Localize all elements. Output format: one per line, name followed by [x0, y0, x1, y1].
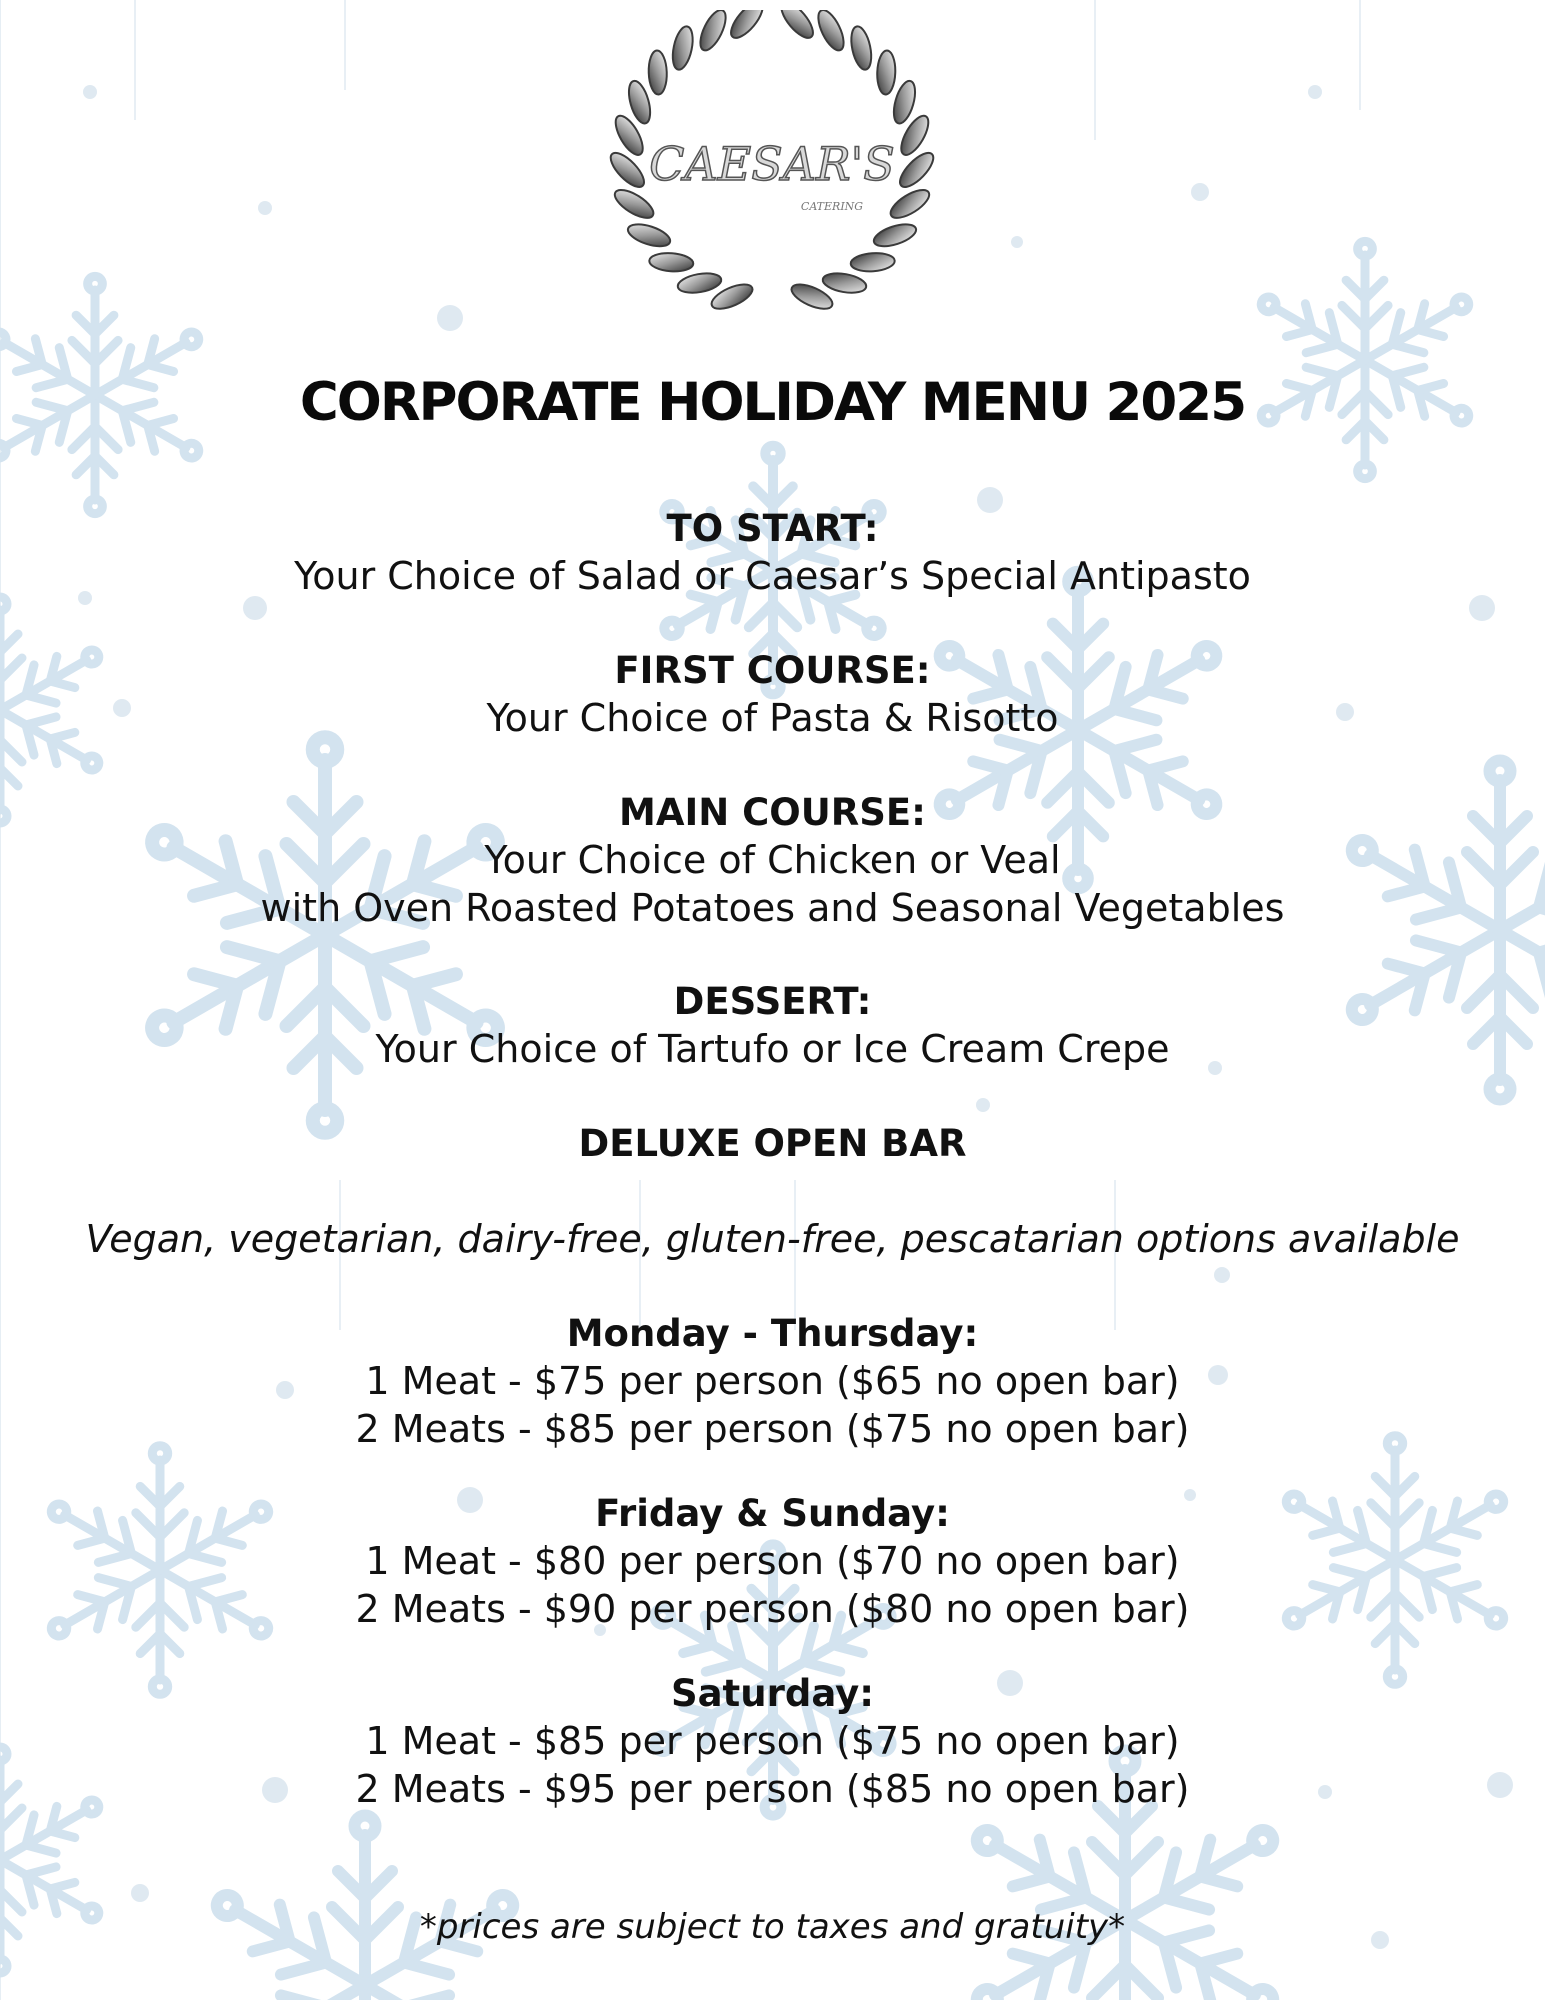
- laurel-leaf: [676, 270, 722, 295]
- logo-brand: CAESAR'S: [649, 137, 895, 191]
- course-line: Your Choice of Chicken or Veal: [484, 838, 1061, 882]
- laurel-wreath-logo: [577, 10, 967, 330]
- laurel-leaf: [876, 50, 896, 95]
- logo-tagline: CATERING: [800, 200, 864, 213]
- course-main: [0, 789, 1545, 932]
- dietary-note: [0, 1215, 1545, 1263]
- menu-title: CORPORATE HOLIDAY MENU 2025: [299, 372, 1246, 433]
- laurel-leaf: [625, 220, 672, 251]
- footnote-text: *prices are subject to taxes and gratuity*: [419, 1907, 1126, 1947]
- pricing-days: Monday - Thursday:: [566, 1312, 979, 1355]
- course-dessert: [0, 978, 1545, 1073]
- pricing-days: Saturday:: [670, 1672, 875, 1715]
- course-first: [0, 647, 1545, 742]
- laurel-leaf: [648, 50, 668, 95]
- course-line: with Oven Roasted Potatoes and Seasonal Vegetables: [260, 886, 1285, 930]
- pricing-line: 2 Meats - $95 per person ($85 no open bar): [355, 1767, 1190, 1811]
- pricing-saturday: [0, 1670, 1545, 1813]
- pricing-mon-thu: [0, 1310, 1545, 1453]
- laurel-leaf: [813, 10, 848, 54]
- course-to-start: [0, 505, 1545, 600]
- pricing-fri-sun: [0, 1490, 1545, 1633]
- laurel-leaf: [649, 252, 694, 273]
- pricing-days: Friday & Sunday:: [595, 1492, 950, 1535]
- course-heading: TO START:: [666, 507, 879, 550]
- laurel-leaf: [669, 25, 696, 72]
- laurel-leaf: [850, 252, 895, 273]
- laurel-leaf: [606, 148, 650, 192]
- laurel-leaf: [848, 25, 875, 72]
- pricing-line: 2 Meats - $85 per person ($75 no open bar): [355, 1407, 1190, 1451]
- laurel-leaf: [895, 148, 939, 192]
- course-heading: MAIN COURSE:: [619, 791, 926, 834]
- laurel-leaf: [871, 220, 918, 251]
- laurel-leaf: [695, 10, 730, 54]
- pricing-line: 2 Meats - $90 per person ($80 no open bar): [355, 1587, 1190, 1631]
- course-line: Your Choice of Pasta & Risotto: [486, 696, 1059, 740]
- pricing-line: 1 Meat - $80 per person ($70 no open bar): [365, 1539, 1180, 1583]
- laurel-leaf: [726, 10, 768, 43]
- footnote: [0, 1905, 1545, 1949]
- pricing-line: 1 Meat - $75 per person ($65 no open bar): [365, 1359, 1180, 1403]
- open-bar-heading: DELUXE OPEN BAR: [578, 1122, 967, 1165]
- course-line: Your Choice of Salad or Caesar’s Special Antipasto: [294, 554, 1251, 598]
- pricing-line: 1 Meat - $85 per person ($75 no open bar): [365, 1719, 1180, 1763]
- dietary-note-text: Vegan, vegetarian, dairy-free, gluten-free, pescatarian options available: [85, 1217, 1460, 1261]
- course-line: Your Choice of Tartufo or Ice Cream Crepe: [375, 1027, 1170, 1071]
- laurel-leaf: [821, 270, 867, 295]
- course-heading: FIRST COURSE:: [614, 649, 931, 692]
- open-bar: [0, 1120, 1545, 1167]
- laurel-leaf: [776, 10, 818, 43]
- course-heading: DESSERT:: [673, 980, 872, 1023]
